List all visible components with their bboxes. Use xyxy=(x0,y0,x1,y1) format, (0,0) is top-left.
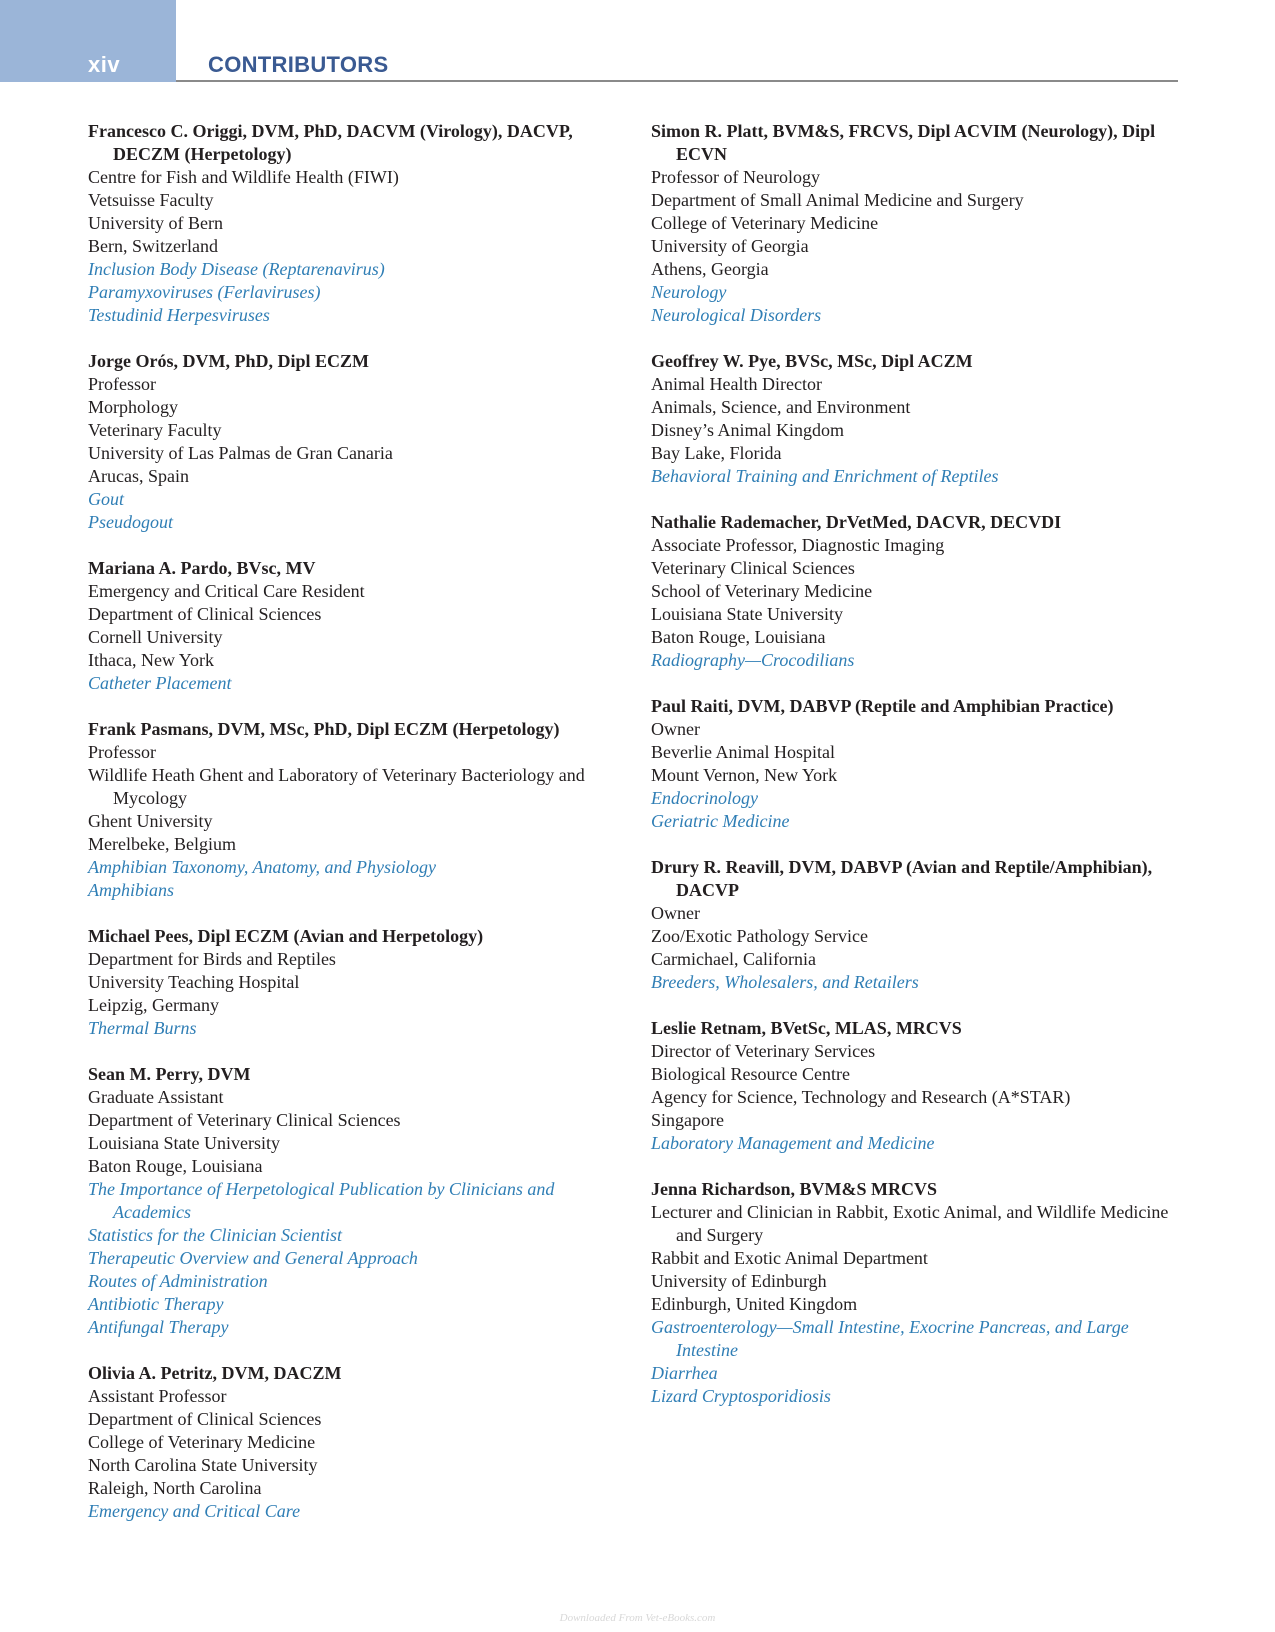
chapter-link[interactable]: Statistics for the Clinician Scientist xyxy=(88,1225,342,1245)
contributor-affiliation-line: Disney’s Animal Kingdom xyxy=(651,420,844,440)
contributor-entry xyxy=(651,856,1181,994)
contributor-entry xyxy=(651,350,1181,488)
contributor-affiliation-line: Singapore xyxy=(651,1110,724,1130)
contributor-name: Nathalie Rademacher, DrVetMed, DACVR, DECVDI xyxy=(651,512,1062,532)
contributor-affiliation-line: Morphology xyxy=(88,397,178,417)
contributor-affiliation-line: Carmichael, California xyxy=(651,949,816,969)
contributor-entry xyxy=(651,120,1181,327)
chapter-link[interactable]: The Importance of Herpetological Publication by Clinicians and Academics xyxy=(88,1179,555,1222)
contributor-affiliation-line: Veterinary Faculty xyxy=(88,420,222,440)
contributor-name: Frank Pasmans, DVM, MSc, PhD, Dipl ECZM (Herpetology) xyxy=(88,719,560,739)
contributor-affiliation-line: North Carolina State University xyxy=(88,1455,318,1475)
contributor-affiliation-line: University of Edinburgh xyxy=(651,1271,827,1291)
contributor-affiliation-line: College of Veterinary Medicine xyxy=(88,1432,316,1452)
chapter-link[interactable]: Behavioral Training and Enrichment of Reptiles xyxy=(651,466,999,486)
contributor-affiliation-line: College of Veterinary Medicine xyxy=(651,213,879,233)
chapter-link[interactable]: Inclusion Body Disease (Reptarenavirus) xyxy=(88,259,385,279)
contributor-affiliation-line: Baton Rouge, Louisiana xyxy=(88,1156,263,1176)
contributor-affiliation-line: University Teaching Hospital xyxy=(88,972,300,992)
contributor-name: Sean M. Perry, DVM xyxy=(88,1064,251,1084)
contributor-affiliation-line: Merelbeke, Belgium xyxy=(88,834,236,854)
contributor-affiliation-line: Zoo/Exotic Pathology Service xyxy=(651,926,868,946)
contributor-affiliation-line: Louisiana State University xyxy=(88,1133,280,1153)
chapter-link[interactable]: Lizard Cryptosporidiosis xyxy=(651,1386,831,1406)
contributor-name: Drury R. Reavill, DVM, DABVP (Avian and Reptile/Amphibian), DACVP xyxy=(651,857,1153,900)
chapter-link[interactable]: Thermal Burns xyxy=(88,1018,197,1038)
contributor-entry xyxy=(88,350,628,534)
chapter-link[interactable]: Pseudogout xyxy=(88,512,173,532)
contributor-entry xyxy=(88,1063,628,1339)
contributor-affiliation-line: Department of Small Animal Medicine and Surgery xyxy=(651,190,1024,210)
contributor-affiliation-line: Emergency and Critical Care Resident xyxy=(88,581,365,601)
contributor-name: Jorge Orós, DVM, PhD, Dipl ECZM xyxy=(88,351,369,371)
contributor-entry xyxy=(88,718,628,902)
contributor-name: Simon R. Platt, BVM&S, FRCVS, Dipl ACVIM (Neurology), Dipl ECVN xyxy=(651,121,1156,164)
contributor-affiliation-line: Associate Professor, Diagnostic Imaging xyxy=(651,535,945,555)
contributor-affiliation-line: Department of Clinical Sciences xyxy=(88,1409,322,1429)
contributor-name: Leslie Retnam, BVetSc, MLAS, MRCVS xyxy=(651,1018,962,1038)
chapter-link[interactable]: Amphibian Taxonomy, Anatomy, and Physiology xyxy=(88,857,436,877)
contributor-affiliation-line: Bern, Switzerland xyxy=(88,236,218,256)
contributor-affiliation-line: Lecturer and Clinician in Rabbit, Exotic Animal, and Wildlife Medicine and Surgery xyxy=(651,1202,1169,1245)
contributor-entry xyxy=(88,557,628,695)
contributor-affiliation-line: School of Veterinary Medicine xyxy=(651,581,873,601)
contributor-affiliation-line: Leipzig, Germany xyxy=(88,995,219,1015)
contributor-affiliation-line: Edinburgh, United Kingdom xyxy=(651,1294,858,1314)
chapter-link[interactable]: Geriatric Medicine xyxy=(651,811,790,831)
chapter-link[interactable]: Gout xyxy=(88,489,124,509)
section-title: CONTRIBUTORS xyxy=(208,52,389,77)
chapter-link[interactable]: Amphibians xyxy=(88,880,175,900)
contributor-affiliation-line: Louisiana State University xyxy=(651,604,843,624)
footer-watermark: Downloaded From Vet-eBooks.com xyxy=(559,1612,716,1624)
chapter-link[interactable]: Laboratory Management and Medicine xyxy=(651,1133,935,1153)
contributor-affiliation-line: Professor xyxy=(88,374,156,394)
contributor-affiliation-line: Beverlie Animal Hospital xyxy=(651,742,835,762)
contributor-affiliation-line: Assistant Professor xyxy=(88,1386,227,1406)
chapter-link[interactable]: Neurology xyxy=(651,282,727,302)
contributor-name: Mariana A. Pardo, BVsc, MV xyxy=(88,558,316,578)
contributor-name: Jenna Richardson, BVM&S MRCVS xyxy=(651,1179,938,1199)
contributor-affiliation-line: Professor of Neurology xyxy=(651,167,820,187)
contributor-affiliation-line: Wildlife Heath Ghent and Laboratory of Veterinary Bacteriology and Mycology xyxy=(88,765,585,808)
contributor-entry xyxy=(651,695,1181,833)
contributor-entry xyxy=(651,1178,1181,1408)
contributor-entry xyxy=(651,511,1181,672)
contributor-name: Michael Pees, Dipl ECZM (Avian and Herpetology) xyxy=(88,926,484,946)
contributor-affiliation-line: Ithaca, New York xyxy=(88,650,214,670)
contributor-affiliation-line: Biological Resource Centre xyxy=(651,1064,850,1084)
contributor-affiliation-line: Centre for Fish and Wildlife Health (FIWI) xyxy=(88,167,399,187)
chapter-link[interactable]: Antifungal Therapy xyxy=(88,1317,229,1337)
contributor-affiliation-line: Graduate Assistant xyxy=(88,1087,224,1107)
contributor-affiliation-line: Cornell University xyxy=(88,627,223,647)
contributor-affiliation-line: Mount Vernon, New York xyxy=(651,765,838,785)
contributors-right-column xyxy=(651,120,1181,1431)
contributor-affiliation-line: Agency for Science, Technology and Research (A*STAR) xyxy=(651,1087,1071,1107)
chapter-link[interactable]: Radiography—Crocodilians xyxy=(651,650,855,670)
contributor-affiliation-line: Vetsuisse Faculty xyxy=(88,190,214,210)
contributor-affiliation-line: University of Bern xyxy=(88,213,223,233)
contributor-entry xyxy=(88,120,628,327)
contributor-affiliation-line: University of Georgia xyxy=(651,236,809,256)
chapter-link[interactable]: Neurological Disorders xyxy=(651,305,822,325)
contributor-affiliation-line: Department of Clinical Sciences xyxy=(88,604,322,624)
chapter-link[interactable]: Endocrinology xyxy=(651,788,758,808)
page-number: xiv xyxy=(88,52,121,77)
contributor-affiliation-line: Animals, Science, and Environment xyxy=(651,397,911,417)
contributor-affiliation-line: Athens, Georgia xyxy=(651,259,769,279)
chapter-link[interactable]: Routes of Administration xyxy=(88,1271,268,1291)
contributor-affiliation-line: Professor xyxy=(88,742,156,762)
chapter-link[interactable]: Paramyxoviruses (Ferlaviruses) xyxy=(88,282,321,302)
chapter-link[interactable]: Catheter Placement xyxy=(88,673,232,693)
chapter-link[interactable]: Breeders, Wholesalers, and Retailers xyxy=(651,972,919,992)
contributor-affiliation-line: Rabbit and Exotic Animal Department xyxy=(651,1248,928,1268)
contributor-entry xyxy=(651,1017,1181,1155)
chapter-link[interactable]: Antibiotic Therapy xyxy=(88,1294,224,1314)
header-rule xyxy=(176,80,1178,82)
contributor-name: Paul Raiti, DVM, DABVP (Reptile and Amphibian Practice) xyxy=(651,696,1114,716)
contributor-affiliation-line: Department for Birds and Reptiles xyxy=(88,949,336,969)
chapter-link[interactable]: Therapeutic Overview and General Approach xyxy=(88,1248,418,1268)
chapter-link[interactable]: Testudinid Herpesviruses xyxy=(88,305,270,325)
contributor-affiliation-line: Raleigh, North Carolina xyxy=(88,1478,262,1498)
chapter-link[interactable]: Emergency and Critical Care xyxy=(88,1501,301,1521)
chapter-link[interactable]: Diarrhea xyxy=(651,1363,718,1383)
contributors-left-column xyxy=(88,120,628,1546)
contributor-affiliation-line: Bay Lake, Florida xyxy=(651,443,782,463)
contributor-name: Francesco C. Origgi, DVM, PhD, DACVM (Virology), DACVP, DECZM (Herpetology) xyxy=(88,121,573,164)
contributor-affiliation-line: Animal Health Director xyxy=(651,374,822,394)
contributor-affiliation-line: Arucas, Spain xyxy=(88,466,189,486)
contributor-affiliation-line: Ghent University xyxy=(88,811,213,831)
contributor-name: Geoffrey W. Pye, BVSc, MSc, Dipl ACZM xyxy=(651,351,973,371)
contributor-entry xyxy=(88,1362,628,1523)
contributor-affiliation-line: Department of Veterinary Clinical Sciences xyxy=(88,1110,401,1130)
contributor-affiliation-line: Director of Veterinary Services xyxy=(651,1041,876,1061)
contributor-affiliation-line: University of Las Palmas de Gran Canaria xyxy=(88,443,393,463)
contributor-affiliation-line: Owner xyxy=(651,719,700,739)
contributor-entry xyxy=(88,925,628,1040)
contributor-name: Olivia A. Petritz, DVM, DACZM xyxy=(88,1363,342,1383)
chapter-link[interactable]: Gastroenterology—Small Intestine, Exocrine Pancreas, and Large Intestine xyxy=(651,1317,1129,1360)
contributor-affiliation-line: Owner xyxy=(651,903,700,923)
contributor-affiliation-line: Veterinary Clinical Sciences xyxy=(651,558,855,578)
contributor-affiliation-line: Baton Rouge, Louisiana xyxy=(651,627,826,647)
